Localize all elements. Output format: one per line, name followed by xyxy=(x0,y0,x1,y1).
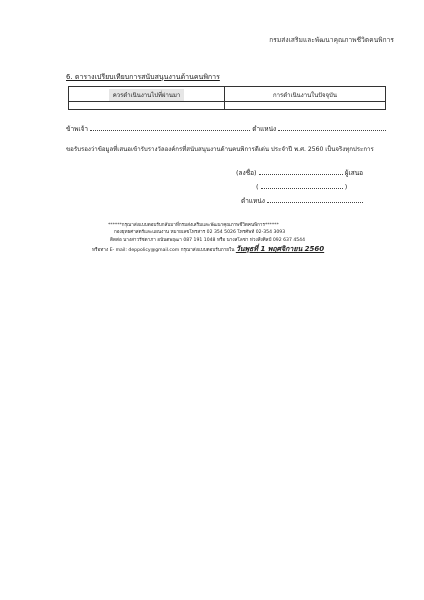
printed-name-field[interactable] xyxy=(261,182,343,189)
comparison-table xyxy=(68,86,386,110)
note-line-1: ******กรุณาส่งแบบตอบรับกลับมาที่กรมส่งเสริมและพัฒนาคุณภาพชีวิตคนพิการ****** xyxy=(108,223,279,228)
signer-position-field[interactable] xyxy=(267,196,363,203)
note-line-4 xyxy=(92,244,324,255)
officer-name-field[interactable] xyxy=(90,124,250,131)
table-header-past xyxy=(69,87,224,102)
position-label: ตำแหน่ง xyxy=(252,125,277,133)
note-line-3: ติดต่อ นางสาวรัชดาภา อนันตพฤฒา 087 191 1048 หรือ นางสโลชา ห่วงสีงศิลป์ 092 637 4544 xyxy=(110,238,306,243)
deadline-date: วันพุธที่ 1 พฤศจิกายน 2560 xyxy=(235,245,325,253)
position-field[interactable] xyxy=(278,124,386,131)
printed-name-row xyxy=(256,182,347,191)
note-line-2: กองยุทธศาสตร์และแผนงาน หมายเลขโทรสาร 02 354 5026 โทรศัพท์ 02-354 3093 xyxy=(114,230,286,235)
email-note: หรือทาง E- mail: deppolicy@gmail.com กรุณาส่งแบบตอบรับภายใน xyxy=(92,248,235,253)
table-header-current-label: การดำเนินงานในปัจจุบัน xyxy=(273,91,337,99)
proposer-label: ผู้เสนอ xyxy=(344,169,364,177)
sign-prefix: (ลงชื่อ) xyxy=(236,169,257,177)
signer-position-label: ตำแหน่ง xyxy=(241,197,265,205)
consent-statement: ขอรับรองว่าข้อมูลที่เสนอเข้ารับรางวัลองค์กรที่สนับสนุนงานด้านคนพิการดีเด่น ประจำปี พ.ศ. 2560 เป็นจริงทุกประการ xyxy=(66,146,374,153)
signature-row xyxy=(236,168,363,178)
officer-row xyxy=(66,124,386,134)
table-header-current xyxy=(225,87,385,102)
signer-position-row xyxy=(241,196,363,206)
signature-field[interactable] xyxy=(259,168,343,175)
section-title: 6. ตารางเปรียบเทียบการสนับสนุนงานด้านคนพิการ xyxy=(66,73,220,81)
paren-close: ) xyxy=(344,183,348,191)
paren-open: ( xyxy=(256,183,259,191)
table-header-past-label: ควรดำเนินงานไปที่ผ่านมา xyxy=(109,89,185,101)
officer-label: ข้าพเจ้า xyxy=(66,125,89,133)
department-header: กรมส่งเสริมและพัฒนาคุณภาพชีวิตคนพิการ xyxy=(269,36,394,44)
